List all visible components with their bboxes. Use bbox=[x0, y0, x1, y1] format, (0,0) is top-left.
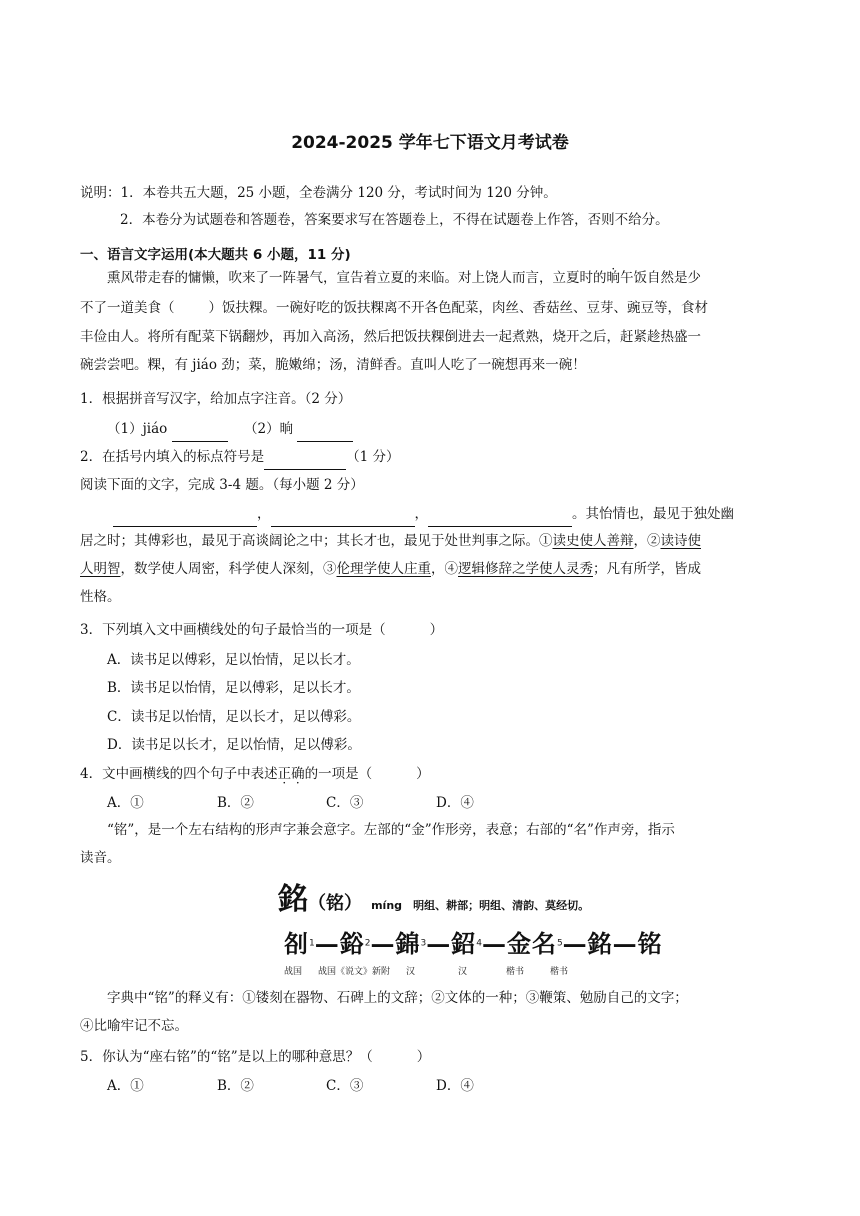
passage1-line-1: 熏风带走春的慵懒，吹来了一阵暑气，宣告着立夏的来临。对上饶人而言，立夏时的晌午饭自然是少 bbox=[107, 270, 701, 286]
evolution-glyph-1: 㓢 bbox=[284, 929, 309, 958]
label-3: 汉 bbox=[458, 967, 468, 977]
underlined-sentence-4: 逻辑修辞之学使人灵秀 bbox=[458, 561, 593, 577]
question-1-stem: 1．根据拼音写汉字，给加点字注音。（2 分） bbox=[80, 391, 352, 407]
fill-line[interactable] bbox=[428, 506, 572, 527]
ming-character-figure bbox=[270, 872, 663, 982]
passage2-line-1: ， ， 。其怡情也，最见于独处幽 bbox=[113, 504, 734, 527]
passage1-line-4: 碗尝尝吧。粿，有 jiáo 劲；菜，脆嫩绵；汤，清鲜香。直叫人吃了一碗想再来一碗！ bbox=[80, 357, 586, 373]
passage1-line-2: 不了一道美食（ ）饭扶粿。一碗好吃的饭扶粿离不开各色配菜，肉丝、香菇丝、豆芽、豌豆等，食材 bbox=[80, 300, 708, 316]
question-5-option-d[interactable]: D．④ bbox=[436, 1078, 474, 1094]
passage2-line-3: 人明智，数学使人周密，科学使人深刻，③伦理学使人庄重，④逻辑修辞之学使人灵秀；凡有所学，皆成 bbox=[80, 561, 701, 577]
reading-intro: 阅读下面的文字，完成 3-4 题。（每小题 2 分） bbox=[80, 477, 364, 493]
figure-header bbox=[278, 874, 589, 918]
question-5-option-a[interactable]: A．① bbox=[107, 1078, 144, 1094]
question-1-sub2: （2）晌 bbox=[244, 419, 353, 442]
definitions-line-2: ④比喻牢记不忘。 bbox=[80, 1018, 188, 1034]
instruction-line-1: 说明：1．本卷共五大题，25 小题，全卷满分 120 分，考试时间为 120 分钟。 bbox=[80, 185, 557, 201]
question-5-option-b[interactable]: B．② bbox=[217, 1078, 254, 1094]
evolution-glyph-7: 铭 bbox=[637, 929, 663, 958]
question-2-stem: 2．在括号内填入的标点符号是 （1 分） bbox=[80, 447, 399, 470]
character-evolution: 㓢$^1$—鋊$^2$—錦$^3$—鉊$^4$—金名$^5$—銘—铭 bbox=[284, 929, 663, 958]
evolution-glyph-5: 金名 bbox=[506, 929, 557, 958]
answer-blank[interactable] bbox=[264, 449, 346, 470]
headword: 銘 bbox=[278, 882, 308, 917]
question-3-option-a[interactable]: A．读书足以傅彩，足以怡情，足以长才。 bbox=[107, 652, 360, 668]
headword-simplified: （铭） bbox=[308, 893, 362, 914]
label-1: 战国《说文》新附 bbox=[318, 967, 391, 977]
passage1-line-3: 丰俭由人。将所有配菜下锅翻炒，再加入高汤，然后把饭扶粿倒进去一起煮熟，烧开之后，赶紧趁热盛一 bbox=[80, 329, 701, 345]
definitions-line-1: 字典中“铭”的释义有：①镂刻在器物、石碑上的文辞；②文体的一种；③鞭策、勉励自己的文字； bbox=[107, 990, 688, 1006]
label-4: 楷书 bbox=[506, 967, 525, 977]
ming-intro-line-2: 读音。 bbox=[80, 850, 121, 866]
question-5-option-c[interactable]: C．③ bbox=[326, 1078, 364, 1094]
question-3-stem: 3．下列填入文中画横线处的句子最恰当的一项是（ ） bbox=[80, 622, 444, 638]
label-2: 汉 bbox=[406, 967, 416, 977]
page-title: 2024-2025 学年七下语文月考试卷 bbox=[291, 133, 569, 153]
label-0: 战国 bbox=[284, 967, 303, 977]
section-heading: 一、语言文字运用(本大题共 6 小题，11 分) bbox=[80, 247, 351, 263]
question-4-option-d[interactable]: D．④ bbox=[436, 795, 474, 811]
evolution-glyph-6: 銘 bbox=[587, 929, 613, 958]
evolution-glyph-2: 鋊 bbox=[339, 929, 365, 958]
passage2-line-2: 居之时；其傅彩也，最见于高谈阔论之中；其长才也，最见于处世判事之际。①读史使人善辩，②读诗使 bbox=[80, 533, 701, 549]
underlined-sentence-2: 读诗使 bbox=[660, 533, 701, 549]
fanqie: 明组、耕部；明组、清韵、莫经切。 bbox=[413, 899, 590, 912]
answer-blank[interactable] bbox=[297, 421, 353, 442]
question-4-option-b[interactable]: B．② bbox=[217, 795, 254, 811]
question-5-stem: 5．你认为“座右铭”的“铭”是以上的哪种意思？（ ） bbox=[80, 1049, 431, 1065]
question-4-option-c[interactable]: C．③ bbox=[326, 795, 364, 811]
pinyin: míng bbox=[371, 899, 403, 912]
evolution-glyph-4: 鉊 bbox=[451, 929, 477, 958]
instruction-line-2: 2．本卷分为试题卷和答题卷，答案要求写在答题卷上，不得在试题卷上作答，否则不给分。 bbox=[120, 212, 669, 228]
question-4-option-a[interactable]: A．① bbox=[107, 795, 144, 811]
fill-line[interactable] bbox=[113, 506, 257, 527]
answer-blank[interactable] bbox=[172, 421, 228, 442]
passage2-line-4: 性格。 bbox=[80, 589, 121, 605]
question-3-option-b[interactable]: B．读书足以怡情，足以傅彩，足以长才。 bbox=[107, 680, 360, 696]
ming-intro-line-1: “铭”，是一个左右结构的形声字兼会意字。左部的“金”作形旁，表意；右部的“名”作声旁，指示 bbox=[107, 822, 675, 838]
underlined-sentence-2-cont: 人明智 bbox=[80, 561, 121, 577]
question-4-stem: 4．文中画横线的四个句子中表述正确的一项是（ ） bbox=[80, 766, 430, 782]
question-1-sub1: （1）jiáo bbox=[107, 419, 228, 442]
question-3-option-d[interactable]: D．读书足以长才，足以怡情，足以傅彩。 bbox=[107, 737, 361, 753]
question-3-option-c[interactable]: C．读书足以怡情，足以长才，足以傅彩。 bbox=[107, 709, 361, 725]
underlined-sentence-3: 伦理学使人庄重 bbox=[336, 561, 431, 577]
dotted-char: 晌 bbox=[606, 270, 620, 286]
underlined-sentence-1: 读史使人善辩 bbox=[552, 533, 634, 549]
evolution-glyph-3: 錦 bbox=[395, 929, 421, 958]
label-5: 楷书 bbox=[550, 967, 569, 977]
fill-line[interactable] bbox=[271, 506, 415, 527]
